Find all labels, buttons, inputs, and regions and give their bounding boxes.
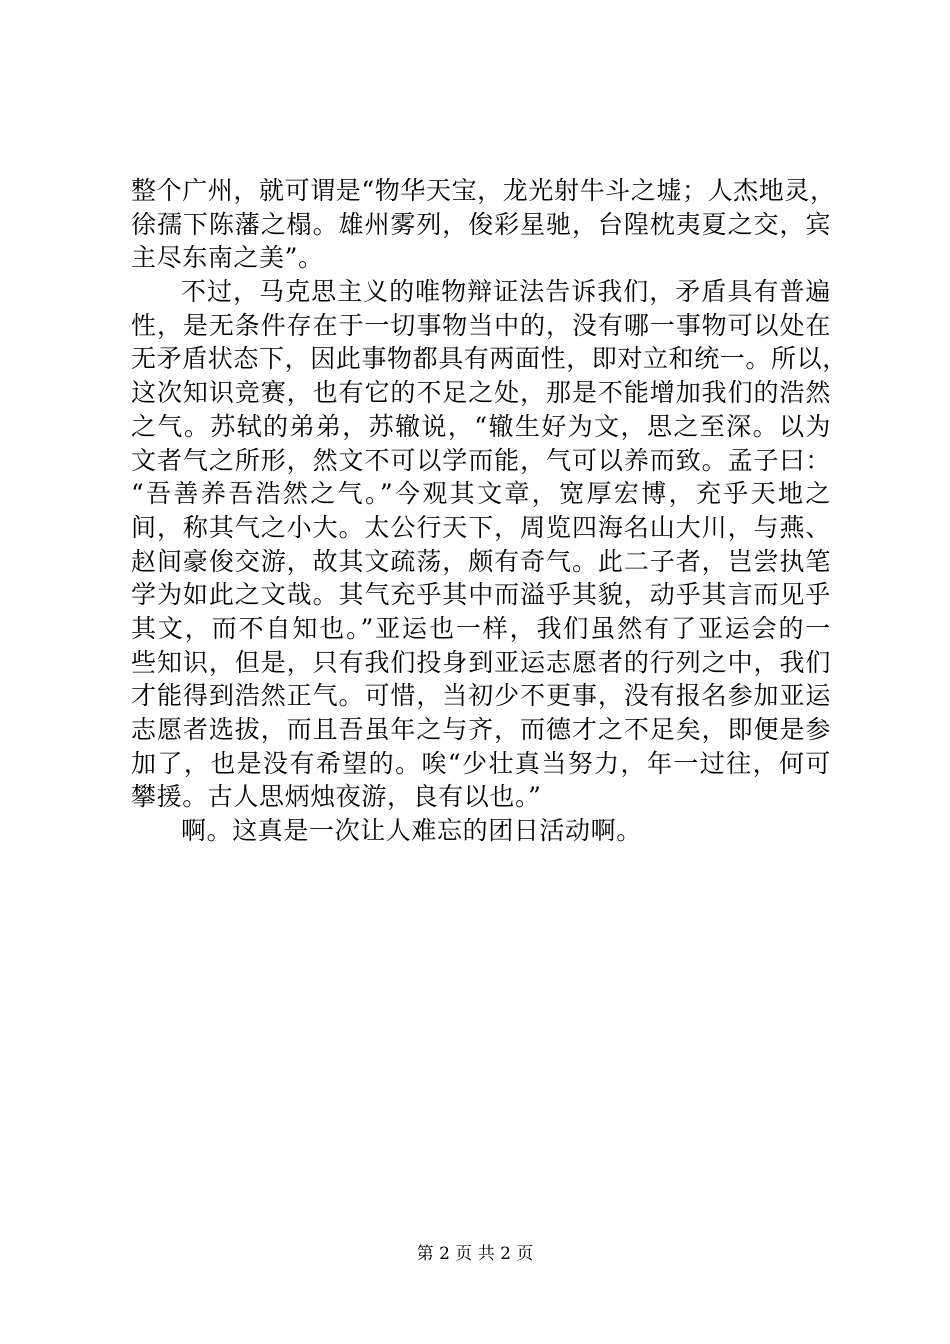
text-line-6: 无矛盾状态下，因此事物都具有两面性，即对立和统一。所以， xyxy=(131,344,848,374)
text-line-5: 性，是无条件存在于一切事物当中的，没有哪一事物可以处在 xyxy=(131,310,831,340)
text-line-9: 文者气之所形，然文不可以学而能，气可以养而致。孟子曰： xyxy=(131,445,831,475)
text-line-15: 些知识，但是，只有我们投身到亚运志愿者的行列之中，我们 xyxy=(131,647,831,677)
text-line-3: 主尽东南之美”。 xyxy=(131,243,324,273)
text-line-7: 这次知识竞赛，也有它的不足之处，那是不能增加我们的浩然 xyxy=(131,378,831,408)
text-line-8: 之气。苏轼的弟弟，苏辙说，“辙生好为文，思之至深。以为 xyxy=(131,411,831,441)
text-line-4: 不过，马克思主义的唯物辩证法告诉我们，矛盾具有普遍 xyxy=(181,277,831,307)
body-text xyxy=(131,174,848,848)
text-line-16: 才能得到浩然正气。可惜，当初少不更事，没有报名参加亚运 xyxy=(131,681,831,711)
text-line-10: “吾善养吾浩然之气。”今观其文章，宽厚宏博，充乎天地之 xyxy=(131,479,831,509)
text-line-17: 志愿者选拔，而且吾虽年之与齐，而德才之不足矣，即便是参 xyxy=(131,715,831,744)
text-line-19: 攀援。古人思炳烛夜游，良有以也。” xyxy=(131,782,542,812)
text-line-18: 加了，也是没有希望的。唉“少壮真当努力，年一过往，何可 xyxy=(131,748,831,778)
text-line-2: 徐孺下陈藩之榻。雄州雾列，俊彩星驰，台隍枕夷夏之交，宾 xyxy=(131,209,831,239)
text-line-20: 啊。这真是一次让人难忘的团日活动啊。 xyxy=(181,816,642,846)
page-number-footer: 第 2 页 共 2 页 xyxy=(416,1244,534,1264)
text-line-11: 间，称其气之小大。太公行天下，周览四海名山大川，与燕、 xyxy=(131,512,831,542)
text-line-1: 整个广州，就可谓是“物华天宝，龙光射牛斗之墟；人杰地灵， xyxy=(131,176,836,205)
text-line-13: 学为如此之文哉。其气充乎其中而溢乎其貌，动乎其言而见乎 xyxy=(131,580,831,610)
text-line-14: 其文，而不自知也。”亚运也一样，我们虽然有了亚运会的一 xyxy=(131,613,831,643)
text-line-12: 赵间豪俊交游，故其文疏荡，颇有奇气。此二子者，岂尝执笔 xyxy=(131,546,831,576)
